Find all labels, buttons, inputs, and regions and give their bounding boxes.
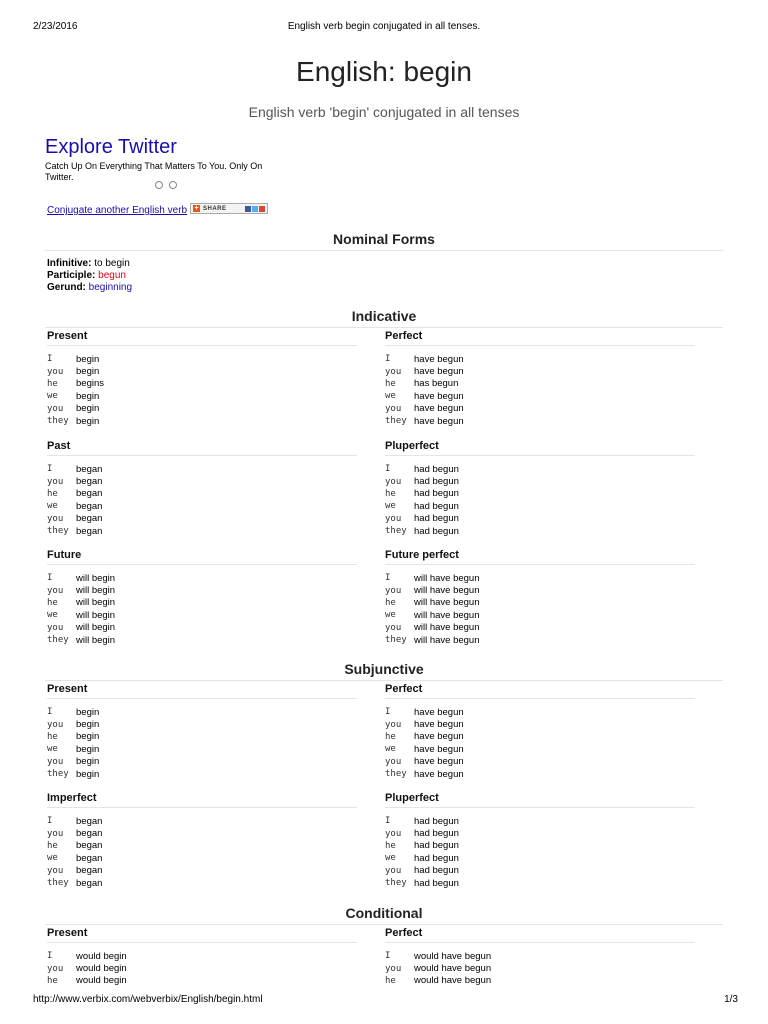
tense-conditional-present [47,927,357,987]
pronoun: we [47,501,58,512]
pronoun: we [47,744,58,755]
conjugation-row [385,403,695,415]
print-url: http://www.verbix.com/webverbix/English/begin.html [33,994,263,1005]
tense-conditional-perfect [385,927,695,987]
verb-form: have begun [414,415,464,427]
verb-form: had begun [414,488,459,500]
pronoun: I [385,354,391,365]
conjugation-row [47,962,357,974]
tense-subjunctive-pluperfect [385,792,695,889]
pronoun: I [47,573,53,584]
conjugation-row [47,852,357,864]
conjugation-row [385,975,695,987]
pronoun: they [47,769,69,780]
nominal-forms [47,258,132,294]
tense-subjunctive-present [47,683,357,780]
verb-form: had begun [414,865,459,877]
tense-title: Present [47,683,357,699]
conjugation-row [385,475,695,487]
conjugation-row [47,609,357,621]
tense-title: Perfect [385,927,695,943]
conjugation-row [385,378,695,390]
conjugation-row [385,852,695,864]
conjugation-row [47,718,357,730]
pronoun: he [385,731,396,742]
conjugation-row [385,415,695,427]
tense-indicative-present [47,330,357,427]
conjugation-row [385,827,695,839]
pronoun: you [47,403,64,414]
pronoun: they [47,526,69,537]
pronoun: I [47,707,53,718]
conjugation-row [385,622,695,634]
conjugation-row [385,634,695,646]
tense-indicative-pluperfect [385,440,695,537]
pronoun: he [385,597,396,608]
conjugation-row [47,597,357,609]
twitter-icon [252,206,258,212]
conjugation-row [47,415,357,427]
pronoun: they [385,769,407,780]
verb-form: began [76,877,103,889]
pronoun: you [385,865,402,876]
verb-form: have begun [414,719,464,731]
conjugation-row [47,815,357,827]
tense-title: Imperfect [47,792,357,808]
tense-title: Perfect [385,683,695,699]
conjugation-row [385,572,695,584]
pronoun: you [385,403,402,414]
conjugation-row [385,353,695,365]
conjugation-row [385,597,695,609]
pronoun: they [385,526,407,537]
conjugation-row [385,463,695,475]
section-heading-indicative: Indicative [45,308,723,328]
conjugate-another-link[interactable]: Conjugate another English verb [47,205,188,216]
tense-subjunctive-imperfect [47,792,357,889]
verb-form: have begun [414,743,464,755]
share-button[interactable] [190,203,268,214]
pronoun: he [47,975,58,986]
pronoun: he [47,488,58,499]
section-heading-conditional: Conditional [45,905,723,925]
verb-form: have begun [414,731,464,743]
conjugation-row [385,950,695,962]
verb-form: begin [76,390,100,402]
infinitive-value: to begin [94,258,130,269]
tense-title: Future perfect [385,549,695,565]
pronoun: they [385,416,407,427]
pronoun: I [385,573,391,584]
verb-form: will begin [76,597,116,609]
conjugation-row [385,609,695,621]
verb-form: has begun [414,378,459,390]
pronoun: they [47,878,69,889]
conjugation-row [47,840,357,852]
conjugation-row [385,743,695,755]
pronoun: you [47,828,64,839]
pronoun: you [47,865,64,876]
pronoun: they [385,635,407,646]
verb-form: would have begun [414,963,492,975]
conjugation-row [385,768,695,780]
conjugation-row [47,353,357,365]
conjugation-row [47,634,357,646]
ad-dot-icon[interactable] [169,181,177,189]
tense-indicative-past [47,440,357,537]
pronoun: you [385,585,402,596]
pronoun: you [385,513,402,524]
ad-title-link[interactable]: Explore Twitter [45,136,177,158]
conjugation-row [47,513,357,525]
tense-title: Pluperfect [385,792,695,808]
pronoun: we [385,610,396,621]
tense-indicative-future-perfect [385,549,695,646]
print-title: English verb begin conjugated in all tenses. [287,21,481,32]
pronoun: you [385,622,402,633]
verb-form: will have begun [414,597,480,609]
verb-form: would have begun [414,950,492,962]
verb-form: began [76,815,103,827]
section-heading-subjunctive: Subjunctive [45,661,723,681]
pronoun: they [47,635,69,646]
pronoun: he [47,378,58,389]
pronoun: he [385,840,396,851]
conjugation-row [385,731,695,743]
conjugation-row [385,840,695,852]
tense-subjunctive-perfect [385,683,695,780]
social-icons [245,206,265,212]
verb-form: had begun [414,828,459,840]
pronoun: I [47,464,53,475]
pronoun: I [385,816,391,827]
conjugation-row [47,572,357,584]
pronoun: he [385,378,396,389]
conjugation-row [47,378,357,390]
pronoun: I [47,816,53,827]
conjugation-row [47,475,357,487]
pronoun: you [385,719,402,730]
infinitive-label: Infinitive: [47,258,92,269]
conjugation-row [47,500,357,512]
pronoun: he [385,975,396,986]
verb-form: began [76,476,103,488]
verb-form: will begin [76,622,116,634]
gerund-label: Gerund: [47,282,86,293]
tense-title: Pluperfect [385,440,695,456]
conjugation-row [47,622,357,634]
pronoun: he [47,840,58,851]
verb-form: will have begun [414,609,480,621]
verb-form: began [76,500,103,512]
verb-form: would begin [76,963,127,975]
pronoun: we [47,853,58,864]
conjugation-row [385,390,695,402]
share-label: SHARE [203,205,227,212]
conjugation-row [385,365,695,377]
conjugation-row [47,950,357,962]
verb-form: will have begun [414,634,480,646]
conjugation-row [47,463,357,475]
pronoun: you [47,756,64,767]
section-heading-nominal: Nominal Forms [45,231,723,251]
pronoun: you [47,476,64,487]
tense-indicative-perfect [385,330,695,427]
facebook-icon [245,206,251,212]
verb-form: begin [76,403,100,415]
pronoun: you [47,622,64,633]
conjugation-row [385,525,695,537]
pronoun: they [385,878,407,889]
verb-form: begin [76,743,100,755]
verb-form: have begun [414,403,464,415]
pronoun: you [385,476,402,487]
verb-form: began [76,525,103,537]
verb-form: had begun [414,852,459,864]
conjugation-row [47,975,357,987]
conjugation-row [47,365,357,377]
pronoun: you [385,963,402,974]
verb-form: begin [76,415,100,427]
email-icon [259,206,265,212]
conjugation-row [385,865,695,877]
print-date: 2/23/2016 [33,21,78,32]
pronoun: we [385,391,396,402]
pronoun: I [47,354,53,365]
pronoun: we [385,744,396,755]
conjugation-row [385,513,695,525]
pronoun: we [47,610,58,621]
tense-title: Future [47,549,357,565]
conjugation-row [385,706,695,718]
verb-form: begin [76,768,100,780]
pronoun: he [385,488,396,499]
verb-form: had begun [414,525,459,537]
tense-title: Perfect [385,330,695,346]
conjugation-row [47,768,357,780]
verb-form: began [76,852,103,864]
verb-form: had begun [414,500,459,512]
conjugation-row [385,500,695,512]
plus-icon: + [194,205,199,212]
participle-value: begun [98,270,126,281]
pronoun: I [385,951,391,962]
verb-form: had begun [414,840,459,852]
conjugation-row [47,743,357,755]
pronoun: we [47,391,58,402]
tense-indicative-future [47,549,357,646]
pronoun: you [47,366,64,377]
pronoun: you [47,513,64,524]
conjugation-row [47,827,357,839]
pronoun: you [385,756,402,767]
pronoun: we [385,853,396,864]
verb-form: would begin [76,950,127,962]
verb-form: had begun [414,513,459,525]
pronoun: we [385,501,396,512]
verb-form: had begun [414,877,459,889]
verb-form: had begun [414,476,459,488]
verb-form: will begin [76,572,116,584]
page-subtitle: English verb 'begin' conjugated in all tenses [248,104,520,120]
conjugation-row [47,865,357,877]
ad-text: Catch Up On Everything That Matters To You. Only On Twitter. [45,161,263,182]
verb-form: began [76,488,103,500]
conjugation-row [385,815,695,827]
pronoun: he [47,731,58,742]
tense-title: Past [47,440,357,456]
verb-form: begins [76,378,104,390]
verb-form: have begun [414,366,464,378]
conjugation-row [47,731,357,743]
page-title: English: begin [296,56,472,87]
pronoun: you [385,828,402,839]
pronoun: I [385,707,391,718]
print-page-number: 1/3 [724,994,738,1005]
verb-form: began [76,840,103,852]
verb-form: would have begun [414,975,492,987]
verb-form: begin [76,731,100,743]
tense-title: Present [47,330,357,346]
conjugation-row [47,877,357,889]
conjugation-row [385,488,695,500]
conjugation-row [47,488,357,500]
verb-form: begin [76,353,100,365]
conjugation-row [385,756,695,768]
gerund-value: beginning [88,282,133,293]
conjugation-row [47,706,357,718]
conjugation-row [47,525,357,537]
pronoun: you [47,719,64,730]
verb-form: will have begun [414,622,480,634]
verb-form: will begin [76,634,116,646]
verb-form: will begin [76,609,116,621]
conjugation-row [385,962,695,974]
pronoun: you [47,963,64,974]
pronoun: you [47,585,64,596]
participle-label: Participle: [47,270,96,281]
pronoun: he [47,597,58,608]
conjugation-row [47,403,357,415]
pronoun: I [385,464,391,475]
conjugation-row [47,390,357,402]
pronoun: I [47,951,53,962]
verb-form: have begun [414,353,464,365]
ad-dot-icon[interactable] [155,181,163,189]
ad-pager [155,181,177,189]
verb-form: will have begun [414,572,480,584]
verb-form: have begun [414,756,464,768]
verb-form: began [76,865,103,877]
verb-form: begin [76,366,100,378]
pronoun: they [47,416,69,427]
conjugation-row [47,756,357,768]
verb-form: begin [76,756,100,768]
verb-form: begin [76,719,100,731]
verb-form: had begun [414,463,459,475]
conjugation-row [385,877,695,889]
tense-title: Present [47,927,357,943]
conjugation-row [385,584,695,596]
verb-form: began [76,463,103,475]
verb-form: have begun [414,390,464,402]
verb-form: have begun [414,706,464,718]
verb-form: began [76,513,103,525]
verb-form: will begin [76,585,116,597]
conjugation-row [47,584,357,596]
conjugation-row [385,718,695,730]
verb-form: begin [76,706,100,718]
verb-form: will have begun [414,585,480,597]
verb-form: had begun [414,815,459,827]
verb-form: began [76,828,103,840]
pronoun: you [385,366,402,377]
verb-form: have begun [414,768,464,780]
verb-form: would begin [76,975,127,987]
